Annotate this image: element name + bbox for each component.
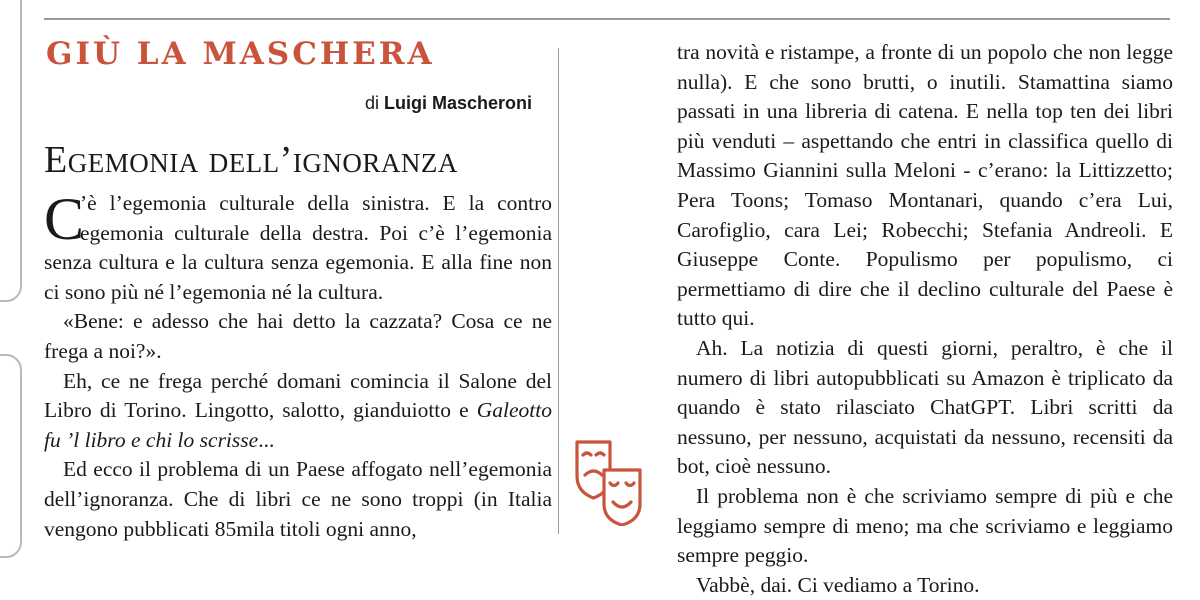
byline-prefix: di: [364, 93, 379, 113]
article-headline: Egemonia dell’ignoranza: [44, 139, 458, 181]
paragraph-1-text: ’è l’egemonia culturale della sinistra. E la contro egemonia culturale della destra. Poi c’è l’egemonia senza cultura e la cultura senza egemonia. E alla fine non ci sono più né l’egemonia né la cultura.: [44, 191, 552, 304]
byline-author: Luigi Mascheroni: [383, 93, 532, 113]
column-kicker: GIÙ LA MASCHERA: [46, 36, 435, 72]
adjacent-column-frame-bottom: [0, 354, 22, 558]
paragraph-3-end: ...: [258, 427, 275, 452]
drop-cap: C: [44, 186, 85, 252]
article-column-right: [677, 38, 1173, 600]
paragraph-3: [44, 367, 552, 456]
byline: [365, 93, 532, 114]
paragraph-7: Vabbè, dai. Ci vediamo a Torino.: [696, 572, 980, 597]
paragraph-4-continued: tra novità e ristampe, a fronte di un popolo che non legge nulla). E che sono brutti, o inutili. Stamattina siamo passati in una libreria di catena. E nella top ten dei libri più venduti – aspettando che entri in classifica quello di Massimo Giannini sulla Meloni - c’erano: la Littizzetto; Pera Toons; Tomaso Montanari, quando c’era Lui, Carofiglio, cara Lei; Robecchi; Stefania Andreoli. E Giuseppe Conte. Populismo per populismo, ci permettiamo di dire che il declino culturale del Paese è tutto qui.: [677, 40, 1173, 331]
paragraph-2: «Bene: e adesso che hai detto la cazzata? Cosa ce ne frega a noi?».: [44, 309, 552, 363]
column-divider: [558, 48, 559, 534]
top-rule: [44, 18, 1170, 20]
article-column-left: [44, 186, 552, 544]
paragraph-6: Il problema non è che scriviamo sempre di più e che leggiamo sempre di meno; ma che scriviamo e leggiamo sempre peggio.: [677, 483, 1173, 568]
adjacent-column-frame-top: [0, 0, 22, 302]
theater-masks-icon: [574, 436, 646, 526]
paragraph-5: Ah. La notizia di questi giorni, peraltro, è che il numero di libri autopubblicati su Amazon è triplicato da quando è stato rilasciato ChatGPT. Libri scritti da nessuno, per nessuno, acquistati da nessuno, recensiti da bot, cioè nessuno.: [677, 335, 1173, 479]
paragraph-3-italic: Galeotto fu ’l libro e chi lo scrisse: [44, 398, 552, 452]
paragraph-1: [44, 186, 552, 307]
paragraph-3-text: Eh, ce ne frega perché domani comincia il Salone del Libro di Torino. Lingotto, salotto, gianduiotto e: [44, 368, 552, 423]
paragraph-4-start: Ed ecco il problema di un Paese affogato nell’egemonia dell’ignoranza. Che di libri ce ne sono troppi (in Italia vengono pubblicati 85mila titoli ogni anno,: [44, 457, 552, 541]
